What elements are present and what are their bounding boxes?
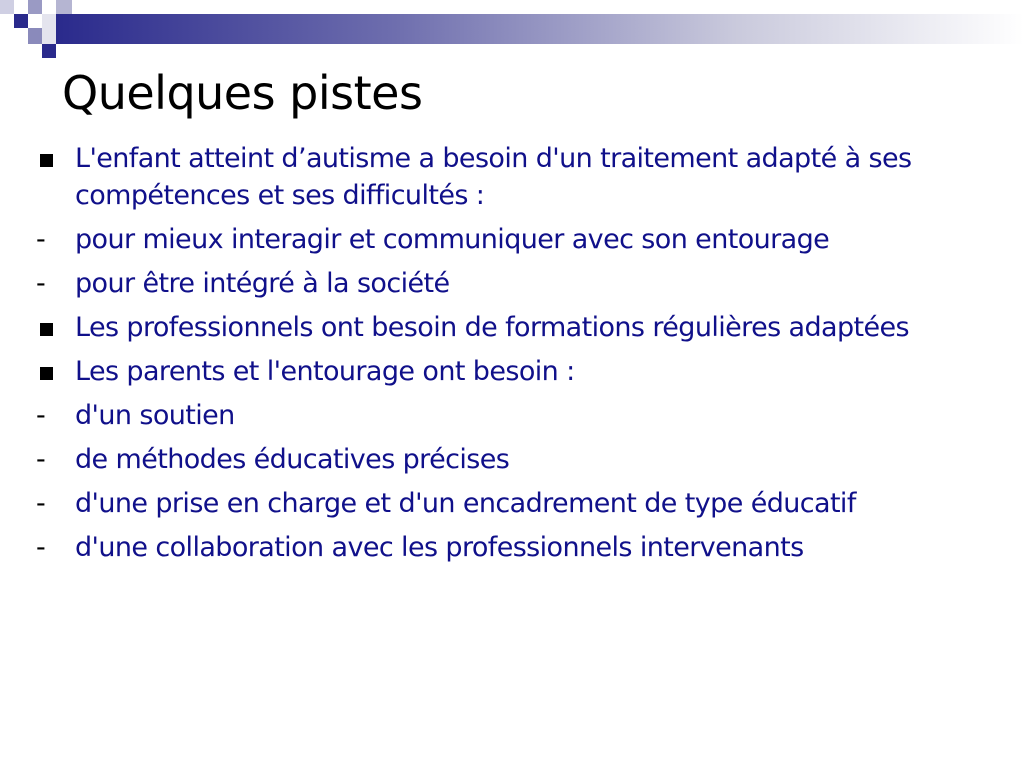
header-gradient-bar — [56, 14, 1024, 44]
dash-item — [36, 441, 996, 478]
item-text: Les parents et l'entourage ont besoin : — [75, 356, 575, 387]
slide-body-list — [36, 140, 996, 573]
bullet-item — [36, 140, 996, 214]
decor-square — [0, 0, 14, 14]
slide-title: Quelques pistes — [62, 66, 423, 120]
item-text: de méthodes éducatives précises — [75, 444, 510, 475]
dash-item — [36, 221, 996, 258]
bullet-item — [36, 309, 996, 346]
decor-square — [56, 0, 72, 14]
item-text: pour mieux interagir et communiquer avec son entourage — [75, 224, 830, 255]
dash-marker: - — [36, 268, 46, 299]
item-text: d'une prise en charge et d'un encadrement de type éducatif — [75, 488, 856, 519]
decor-square — [28, 28, 42, 44]
decor-square — [42, 14, 56, 44]
dash-marker: - — [36, 224, 46, 255]
dash-marker: - — [36, 444, 46, 475]
dash-marker: - — [36, 532, 46, 563]
dash-item — [36, 529, 996, 566]
header-decoration — [0, 0, 1024, 60]
dash-item — [36, 397, 996, 434]
decor-square — [42, 44, 56, 58]
dash-item — [36, 265, 996, 302]
dash-marker: - — [36, 488, 46, 519]
item-text: d'une collaboration avec les professionnels intervenants — [75, 532, 804, 563]
item-text: d'un soutien — [75, 400, 235, 431]
bullet-item — [36, 353, 996, 390]
item-text: Les professionnels ont besoin de formations régulières adaptées — [75, 312, 909, 343]
dash-item — [36, 485, 996, 522]
dash-marker: - — [36, 400, 46, 431]
item-text: L'enfant atteint d’autisme a besoin d'un traitement adapté à ses compétences et ses difficultés : — [75, 143, 912, 211]
decor-square — [28, 0, 42, 14]
decor-square — [14, 14, 28, 28]
item-text: pour être intégré à la société — [75, 268, 450, 299]
